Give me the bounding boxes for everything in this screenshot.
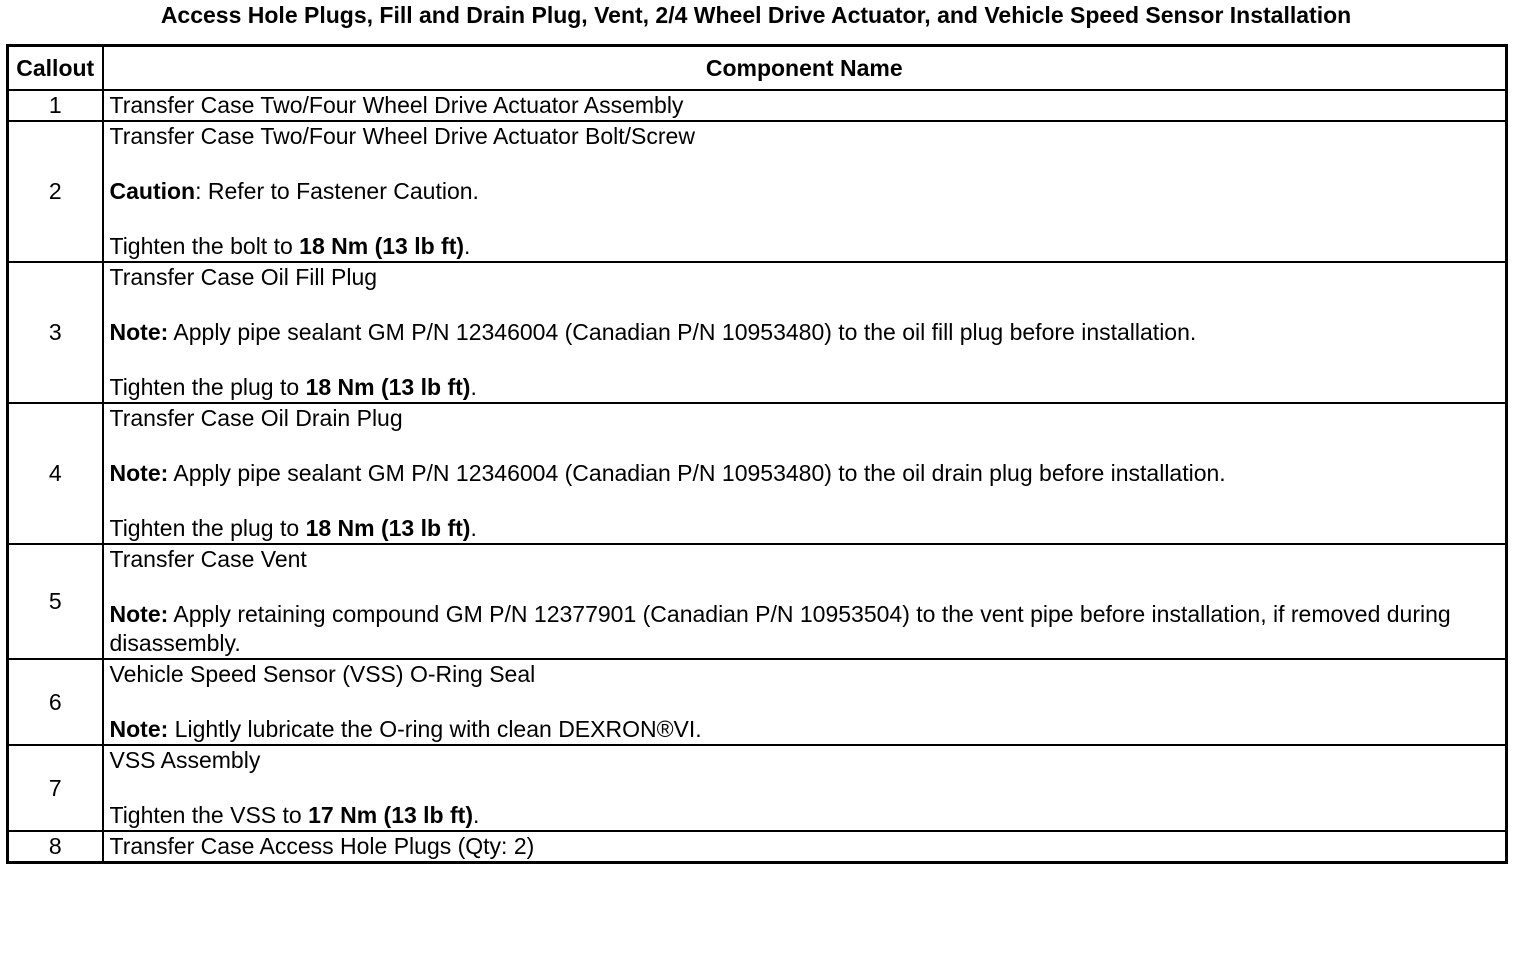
note-line bbox=[110, 459, 1500, 488]
torque-spec bbox=[110, 373, 1500, 402]
callout-number: 5 bbox=[8, 544, 103, 659]
torque-prefix: Tighten the plug to bbox=[109, 374, 306, 400]
torque-value: 18 Nm (13 lb ft) bbox=[299, 233, 465, 259]
column-header-component-name: Component Name bbox=[103, 46, 1507, 91]
table-row bbox=[8, 262, 1507, 403]
component-cell bbox=[103, 262, 1507, 403]
component-name: Transfer Case Access Hole Plugs (Qty: 2) bbox=[109, 833, 535, 859]
component-cell bbox=[103, 544, 1507, 659]
torque-spec bbox=[110, 514, 1500, 543]
component-cell bbox=[103, 403, 1507, 544]
table-row bbox=[8, 90, 1507, 121]
torque-value: 18 Nm (13 lb ft) bbox=[305, 374, 471, 400]
table-row bbox=[8, 544, 1507, 659]
callout-table bbox=[6, 44, 1508, 864]
table-row bbox=[8, 745, 1507, 831]
torque-suffix: . bbox=[464, 233, 471, 259]
torque-value: 18 Nm (13 lb ft) bbox=[305, 515, 471, 541]
torque-value: 17 Nm (13 lb ft) bbox=[308, 802, 473, 828]
component-name: Transfer Case Vent bbox=[109, 546, 307, 572]
component-cell bbox=[103, 90, 1507, 121]
component-name: Transfer Case Oil Drain Plug bbox=[109, 405, 403, 431]
torque-suffix: . bbox=[470, 374, 477, 400]
torque-prefix: Tighten the VSS to bbox=[109, 802, 309, 828]
torque-spec bbox=[110, 232, 1500, 261]
callout-number: 6 bbox=[8, 659, 103, 745]
callout-number: 7 bbox=[8, 745, 103, 831]
note-label: Note: bbox=[109, 319, 169, 345]
torque-prefix: Tighten the bolt to bbox=[109, 233, 300, 259]
note-label: Note: bbox=[109, 601, 169, 627]
component-name: VSS Assembly bbox=[109, 747, 261, 773]
torque-suffix: . bbox=[470, 515, 477, 541]
note-text: Apply retaining compound GM P/N 12377901 (Canadian P/N 10953504) to the vent pipe before installation, if removed during disassembly. bbox=[109, 601, 1451, 656]
note-line bbox=[110, 600, 1500, 658]
note-line bbox=[110, 318, 1500, 347]
table-row bbox=[8, 121, 1507, 262]
component-name: Transfer Case Oil Fill Plug bbox=[109, 264, 378, 290]
torque-spec bbox=[110, 801, 1500, 830]
note-text: Apply pipe sealant GM P/N 12346004 (Canadian P/N 10953480) to the oil fill plug before installation. bbox=[168, 319, 1197, 345]
table-row bbox=[8, 831, 1507, 863]
note-text: Apply pipe sealant GM P/N 12346004 (Canadian P/N 10953480) to the oil drain plug before installation. bbox=[168, 460, 1226, 486]
component-name: Vehicle Speed Sensor (VSS) O-Ring Seal bbox=[109, 661, 536, 687]
column-header-callout: Callout bbox=[8, 46, 103, 91]
note-line bbox=[110, 715, 1500, 744]
component-cell bbox=[103, 659, 1507, 745]
component-cell bbox=[103, 831, 1507, 863]
caution-label: Caution bbox=[109, 178, 196, 204]
callout-number: 1 bbox=[8, 90, 103, 121]
table-header-row bbox=[8, 46, 1507, 91]
component-name: Transfer Case Two/Four Wheel Drive Actuator Assembly bbox=[109, 92, 684, 118]
callout-number: 8 bbox=[8, 831, 103, 863]
torque-prefix: Tighten the plug to bbox=[109, 515, 306, 541]
caution-line bbox=[110, 177, 1500, 206]
note-label: Note: bbox=[109, 716, 169, 742]
component-cell bbox=[103, 121, 1507, 262]
page-title: Access Hole Plugs, Fill and Drain Plug, Vent, 2/4 Wheel Drive Actuator, and Vehicle Speed Sensor Installation bbox=[160, 2, 1352, 28]
caution-text: : Refer to Fastener Caution. bbox=[195, 178, 479, 204]
note-text: Lightly lubricate the O-ring with clean DEXRON®VI. bbox=[168, 716, 702, 742]
table-row bbox=[8, 403, 1507, 544]
callout-number: 3 bbox=[8, 262, 103, 403]
callout-number: 2 bbox=[8, 121, 103, 262]
note-label: Note: bbox=[109, 460, 169, 486]
torque-suffix: . bbox=[472, 802, 480, 828]
component-cell bbox=[103, 745, 1507, 831]
callout-number: 4 bbox=[8, 403, 103, 544]
component-name: Transfer Case Two/Four Wheel Drive Actuator Bolt/Screw bbox=[109, 123, 695, 149]
table-row bbox=[8, 659, 1507, 745]
